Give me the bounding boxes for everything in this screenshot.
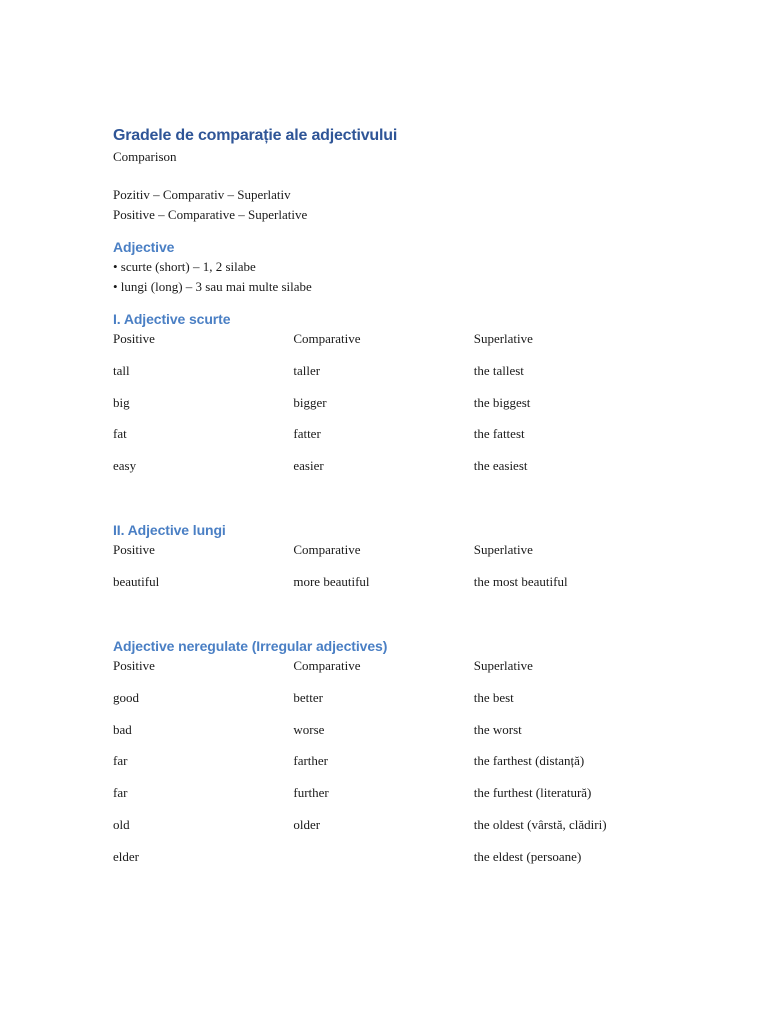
cell-superlative: the tallest — [473, 362, 524, 378]
cell-positive: big — [113, 394, 130, 410]
cell-superlative: the best — [473, 689, 514, 705]
cell-positive: fat — [113, 426, 127, 442]
document-subtitle: Comparison — [113, 149, 177, 164]
document-title: Gradele de comparație ale adjectivului — [113, 127, 398, 144]
cell-positive: beautiful — [113, 573, 160, 589]
cell-comparative: bigger — [293, 394, 327, 410]
column-header-comparative: Comparative — [293, 331, 361, 346]
cell-comparative — [293, 847, 473, 867]
column-header-comparative: Comparative — [293, 542, 361, 558]
cell-positive: easy — [113, 458, 137, 474]
column-header-positive: Positive — [113, 331, 155, 346]
section-long-heading: II. Adjective lungi — [113, 522, 226, 539]
column-header-superlative: Superlative — [473, 331, 533, 346]
table-row — [113, 456, 673, 476]
cell-superlative: the oldest (vârstă, clădiri) — [473, 816, 607, 832]
table-row — [113, 424, 673, 444]
table-row — [113, 751, 673, 771]
table-row — [113, 572, 673, 592]
cell-superlative: the worst — [473, 721, 522, 737]
cell-comparative: taller — [293, 362, 321, 378]
cell-positive: elder — [113, 848, 139, 864]
cell-comparative: fatter — [293, 426, 321, 442]
table-header-row — [113, 329, 673, 349]
bullet-item: • scurte (short) – 1, 2 silabe — [113, 259, 256, 274]
table-short-adjectives — [113, 329, 673, 476]
column-header-positive: Positive — [113, 657, 155, 673]
cell-positive: far — [113, 785, 128, 801]
table-row — [113, 847, 673, 867]
cell-positive: old — [113, 816, 130, 832]
column-header-comparative: Comparative — [293, 657, 361, 673]
cell-positive: bad — [113, 721, 132, 737]
degrees-line-ro: Pozitiv – Comparativ – Superlativ — [113, 187, 291, 202]
degrees-line-en: Positive – Comparative – Superlative — [113, 207, 308, 222]
cell-superlative: the fattest — [473, 426, 525, 442]
cell-positive: tall — [113, 362, 130, 378]
cell-superlative: the furthest (literatură) — [473, 785, 592, 801]
table-row — [113, 688, 673, 708]
section-short-heading: I. Adjective scurte — [113, 311, 231, 327]
column-header-superlative: Superlative — [473, 542, 533, 558]
section-irregular-heading: Adjective neregulate (Irregular adjectives) — [113, 637, 388, 654]
cell-comparative: easier — [293, 458, 324, 474]
table-row — [113, 783, 673, 803]
table-row — [113, 361, 673, 381]
table-header-row — [113, 656, 673, 676]
cell-comparative: older — [293, 816, 321, 832]
cell-positive: good — [113, 689, 139, 705]
table-row — [113, 815, 673, 835]
cell-superlative: the eldest (persoane) — [473, 848, 582, 864]
cell-comparative: more beautiful — [293, 573, 370, 589]
document-page — [113, 125, 673, 867]
table-row — [113, 720, 673, 740]
cell-comparative: farther — [293, 753, 328, 769]
table-row — [113, 393, 673, 413]
column-header-positive: Positive — [113, 542, 155, 558]
cell-positive: far — [113, 753, 128, 769]
table-irregular-adjectives — [113, 656, 673, 867]
bullet-item: • lungi (long) – 3 sau mai multe silabe — [113, 279, 312, 294]
cell-superlative: the farthest (distanță) — [473, 753, 585, 769]
cell-comparative: worse — [293, 721, 325, 737]
table-long-adjectives — [113, 540, 673, 592]
adjective-heading: Adjective — [113, 239, 175, 255]
cell-superlative: the most beautiful — [473, 573, 568, 589]
cell-superlative: the easiest — [473, 458, 528, 474]
column-header-superlative: Superlative — [473, 657, 533, 673]
cell-superlative: the biggest — [473, 394, 531, 410]
table-header-row — [113, 540, 673, 560]
cell-comparative: better — [293, 689, 323, 705]
cell-comparative: further — [293, 785, 329, 801]
